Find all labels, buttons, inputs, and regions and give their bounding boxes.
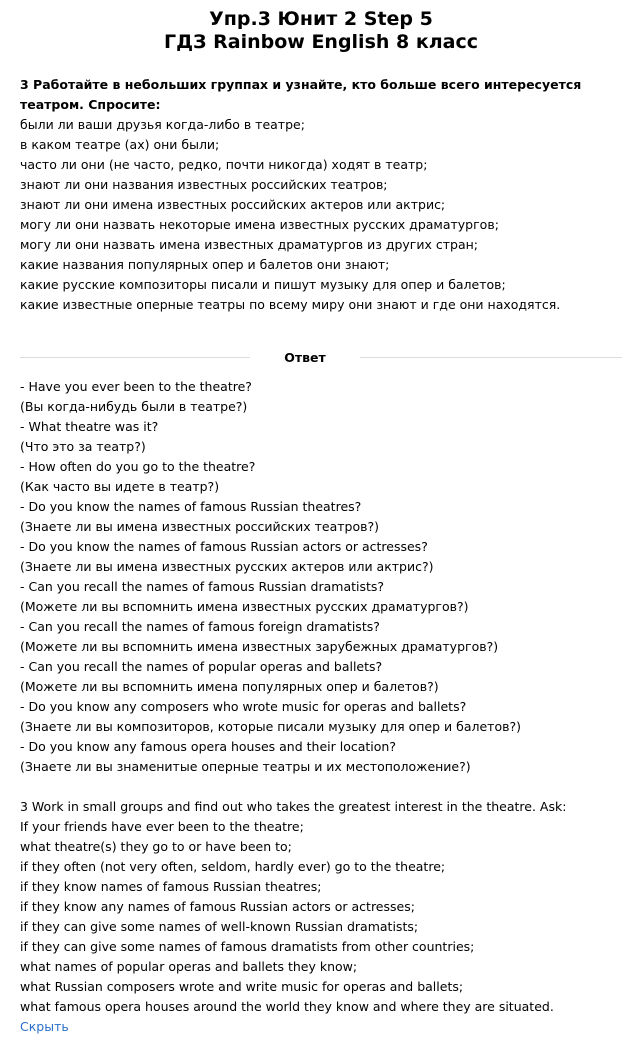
task-item: были ли ваши друзья когда-либо в театре; bbox=[20, 117, 305, 132]
original-task-line: 3 Work in small groups and find out who takes the greatest interest in the theatre. Ask: bbox=[20, 799, 567, 814]
task-item: какие известные оперные театры по всему миру они знают и где они находятся. bbox=[20, 297, 561, 312]
answer-line: - Have you ever been to the theatre? bbox=[20, 379, 252, 394]
answer-line: (Можете ли вы вспомнить имена известных зарубежных драматургов?) bbox=[20, 639, 499, 654]
original-task-line: if they know any names of famous Russian actors or actresses; bbox=[20, 899, 415, 914]
original-task-line: what Russian composers wrote and write music for operas and ballets; bbox=[20, 979, 464, 994]
divider-rule-right bbox=[360, 357, 622, 358]
answer-line: - Do you know the names of famous Russian theatres? bbox=[20, 499, 362, 514]
answer-line: (Знаете ли вы имена известных российских театров?) bbox=[20, 519, 379, 534]
answer-line: - Do you know the names of famous Russian actors or actresses? bbox=[20, 539, 428, 554]
answer-line: (Вы когда-нибудь были в театре?) bbox=[20, 399, 248, 414]
answer-line: (Знаете ли вы имена известных русских актеров или актрис?) bbox=[20, 559, 434, 574]
task-item: часто ли они (не часто, редко, почти никогда) ходят в театр; bbox=[20, 157, 428, 172]
answer-line: - Can you recall the names of famous foreign dramatists? bbox=[20, 619, 380, 634]
original-task-line: if they can give some names of famous dramatists from other countries; bbox=[20, 939, 475, 954]
answer-block bbox=[20, 377, 622, 777]
original-task-line: what theatre(s) they go to or have been to; bbox=[20, 839, 292, 854]
answer-line: - How often do you go to the theatre? bbox=[20, 459, 256, 474]
task-item: могу ли они назвать имена известных драматургов из других стран; bbox=[20, 237, 479, 252]
task-item: какие названия популярных опер и балетов они знают; bbox=[20, 257, 390, 272]
answer-line: (Что это за театр?) bbox=[20, 439, 146, 454]
answer-line: - Do you know any composers who wrote music for operas and ballets? bbox=[20, 699, 467, 714]
task-heading-line-2: театром. Спросите: bbox=[20, 97, 161, 112]
original-task-line: if they can give some names of well-known Russian dramatists; bbox=[20, 919, 419, 934]
task-item: знают ли они названия известных российских театров; bbox=[20, 177, 388, 192]
task-item: какие русские композиторы писали и пишут музыку для опер и балетов; bbox=[20, 277, 506, 292]
answer-line: (Знаете ли вы знаменитые оперные театры и их местоположение?) bbox=[20, 759, 471, 774]
original-task-line: if they often (not very often, seldom, hardly ever) go to the theatre; bbox=[20, 859, 446, 874]
answer-line: - Can you recall the names of famous Russian dramatists? bbox=[20, 579, 385, 594]
task-item: в каком театре (ах) они были; bbox=[20, 137, 220, 152]
original-task-line: If your friends have ever been to the theatre; bbox=[20, 819, 304, 834]
answer-label: Ответ bbox=[284, 349, 326, 365]
original-task-line: if they know names of famous Russian theatres; bbox=[20, 879, 322, 894]
answer-divider bbox=[20, 345, 622, 369]
original-task-block bbox=[20, 797, 622, 1037]
task-block bbox=[20, 75, 622, 315]
answer-line: - Can you recall the names of popular operas and ballets? bbox=[20, 659, 383, 674]
answer-line: - What theatre was it? bbox=[20, 419, 159, 434]
answer-line: - Do you know any famous opera houses and their location? bbox=[20, 739, 396, 754]
task-item: могу ли они назвать некоторые имена известных русских драматургов; bbox=[20, 217, 499, 232]
original-task-line: what famous opera houses around the world they know and where they are situated. bbox=[20, 999, 554, 1014]
task-item: знают ли они имена известных российских актеров или актрис; bbox=[20, 197, 446, 212]
answer-line: (Можете ли вы вспомнить имена известных русских драматургов?) bbox=[20, 599, 469, 614]
answer-line: (Знаете ли вы композиторов, которые писали музыку для опер и балетов?) bbox=[20, 719, 521, 734]
page-title bbox=[20, 0, 622, 54]
original-task-line: what names of popular operas and ballets they know; bbox=[20, 959, 358, 974]
answer-line: (Можете ли вы вспомнить имена популярных опер и балетов?) bbox=[20, 679, 439, 694]
answer-line: (Как часто вы идете в театр?) bbox=[20, 479, 220, 494]
hide-answer-link[interactable]: Скрыть bbox=[20, 1019, 69, 1034]
task-heading-line-1: 3 Работайте в небольших группах и узнайте, кто больше всего интересуется bbox=[20, 77, 582, 92]
page-title-line-2: ГДЗ Rainbow English 8 класс bbox=[163, 31, 479, 53]
divider-rule-left bbox=[20, 357, 250, 358]
page-title-line-1: Упр.3 Юнит 2 Step 5 bbox=[209, 8, 433, 30]
